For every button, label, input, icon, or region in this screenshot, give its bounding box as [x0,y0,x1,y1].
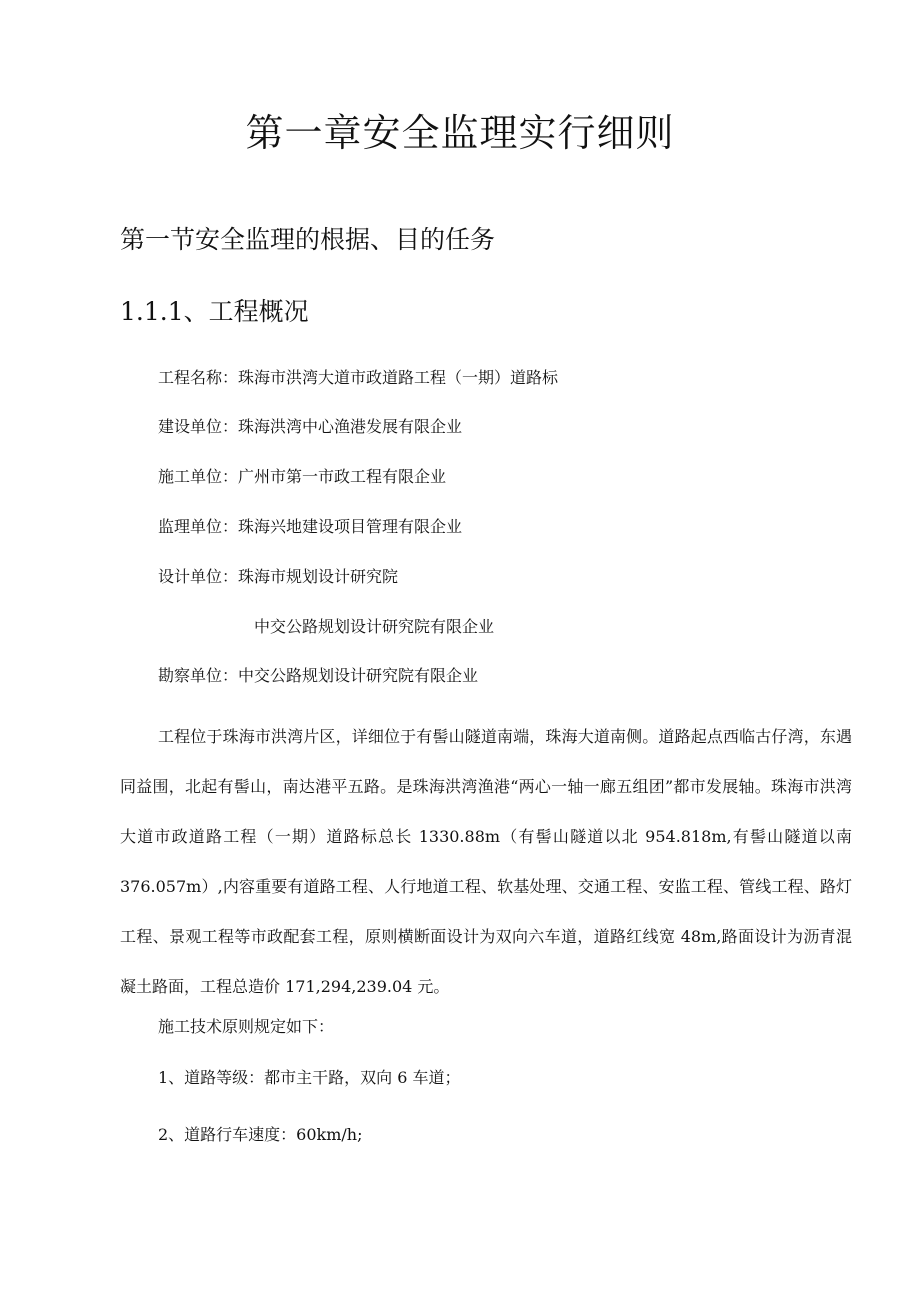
tech-standards-intro: 施工技术原则规定如下： [158,1017,335,1036]
tech-item-road-grade: 1、道路等级：都市主干路，双向 6 车道； [158,1068,461,1087]
chapter-title: 第一章安全监理实行细则 [245,111,675,155]
supervision-unit-line: 监理单位：珠海兴地建设项目管理有限企业 [158,517,463,536]
survey-unit-line: 勘察单位：中交公路规划设计研究院有限企业 [158,666,479,685]
subsection-title: 1.1.1、工程概况 [120,297,309,326]
project-name-line: 工程名称：珠海市洪湾大道市政道路工程（一期）道路标 [158,368,559,387]
project-overview-paragraph: 工程位于珠海市洪湾片区，详细位于有髻山隧道南端，珠海大道南侧。道路起点西临古仔湾，东遇同益围，北起有髻山，南达港平五路。是珠海洪湾渔港“两心一轴一廊五组团”都市发展轴。珠海市洪湾大道市政道路工程（一期）道路标总长 1330.88m（有髻山隧道以北 954.818m,有髻山隧道以南 376.057m）,内容重要有道路工程、人行地道工程、软基处理、交通工程、安监工程、管线工程、路灯工程、景观工程等市政配套工程，原则横断面设计为双向六车道，道路红线宽 48m,路面设计为沥青混凝土路面，工程总造价 171,294,239.04 元。 [120,727,852,996]
section-title: 第一节安全监理的根据、目的任务 [120,225,496,254]
design-unit-second-line: 中交公路规划设计研究院有限企业 [254,617,495,636]
tech-item-design-speed: 2、道路行车速度：60km/h; [158,1125,363,1144]
builder-unit-line: 建设单位：珠海洪湾中心渔港发展有限企业 [158,417,463,436]
construction-unit-line: 施工单位：广州市第一市政工程有限企业 [158,467,447,486]
design-unit-line: 设计单位：珠海市规划设计研究院 [158,567,399,586]
